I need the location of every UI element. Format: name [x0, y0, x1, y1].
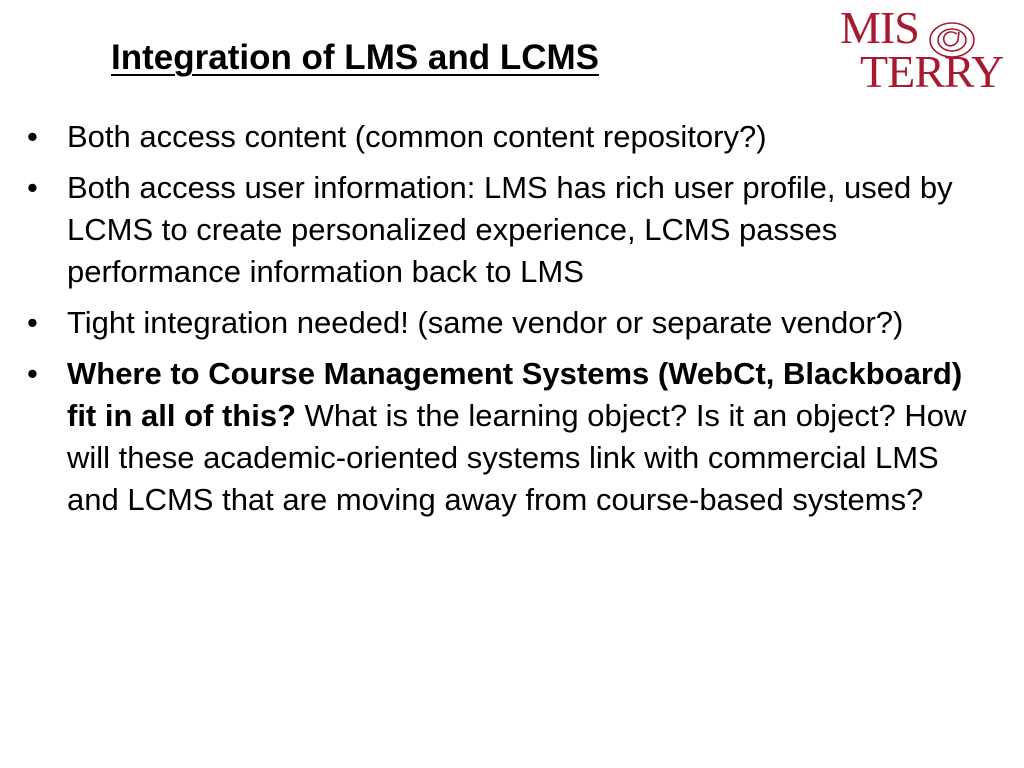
bullet-item	[22, 353, 997, 521]
bullet-list	[22, 116, 997, 530]
mis-terry-logo	[838, 4, 1022, 100]
bullet-marker: •	[27, 119, 38, 154]
bullet-text: Tight integration needed! (same vendor or separate vendor?)	[67, 305, 904, 340]
logo-text-terry: TERRY	[860, 46, 1004, 97]
bullet-text: Both access user information: LMS has rich user profile, used by LCMS to create personalized experience, LCMS passes performance information back to LMS	[67, 170, 953, 289]
bullet-bold-question: Where to Course Management Systems (WebCt, Blackboard) fit in all of this?	[67, 356, 963, 433]
bullet-marker: •	[27, 170, 38, 205]
bullet-marker: •	[27, 356, 38, 391]
bullet-marker: •	[27, 305, 38, 340]
bullet-text: Both access content (common content repository?)	[67, 119, 767, 154]
logo-text-mis: MIS	[840, 2, 919, 53]
bullet-item	[22, 116, 997, 158]
bullet-text: What is the learning object? Is it an object? How will these academic-oriented systems link with commercial LMS and LCMS that are moving away from course-based systems?	[67, 398, 967, 517]
slide-title: Integration of LMS and LCMS	[111, 38, 600, 77]
bullet-item	[22, 167, 997, 293]
bullet-item	[22, 302, 997, 344]
